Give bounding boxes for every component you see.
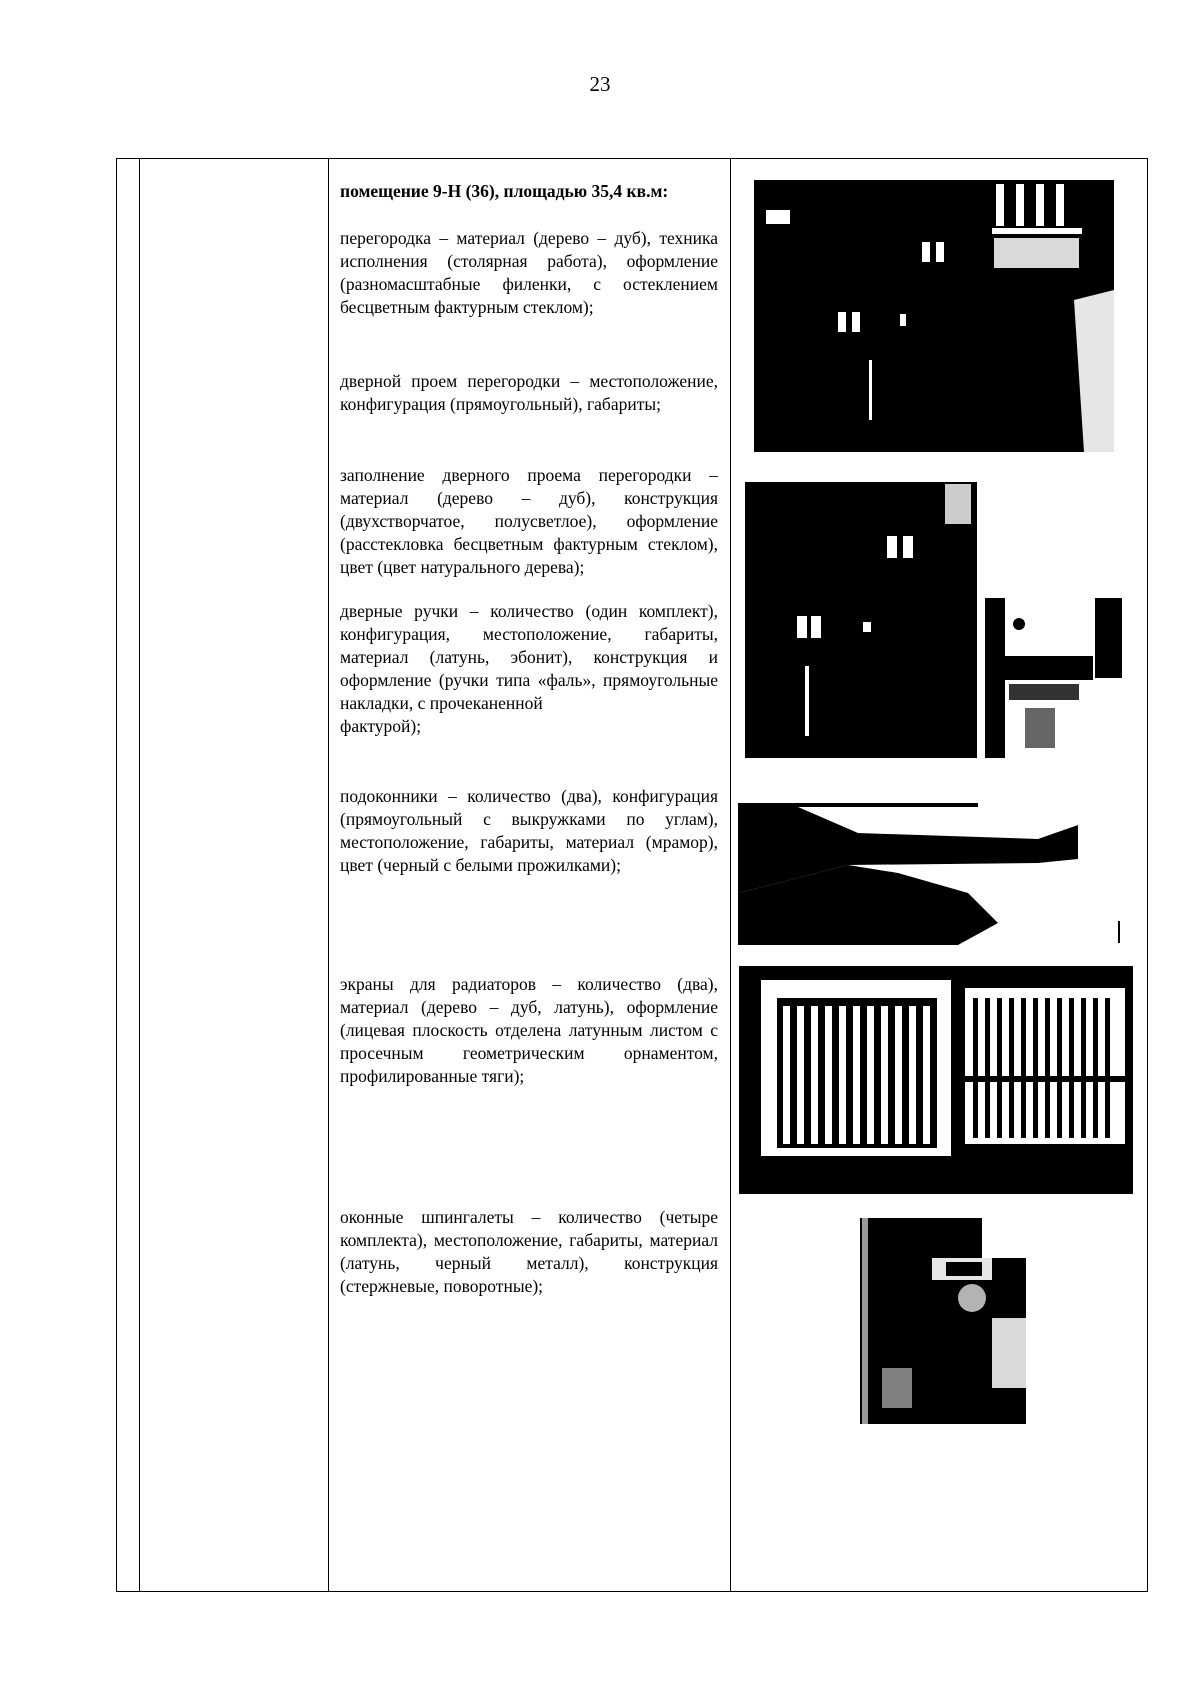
window-latch-photo	[842, 1218, 1026, 1424]
item-windowsills: подоконники – количество (два), конфигурация (прямоугольный с выкружками по углам), местоположение, габариты, материал (мрамор), цвет (черный с белыми прожилками);	[340, 786, 718, 875]
windowsill-photo	[738, 803, 1134, 945]
item-door-handles	[340, 600, 718, 738]
column-divider-3	[730, 159, 731, 1591]
item-radiator-screens: экраны для радиаторов – количество (два), материал (дерево – дуб, латунь), оформление (лицевая плоскость отделена латунным листом с просечным геометрическим орнаментом, профилированные тяги);	[340, 974, 718, 1086]
item-door-opening: дверной проем перегородки – местоположение, конфигурация (прямоугольный), габариты;	[340, 371, 718, 414]
door-photo	[745, 476, 977, 758]
room-title: помещение 9-Н (36), площадью 35,4 кв.м:	[340, 181, 669, 201]
item-door-handles-tail: фактурой);	[340, 716, 422, 736]
column-divider-1	[139, 159, 140, 1591]
page-number: 23	[589, 72, 611, 96]
item-partition: перегородка – материал (дерево – дуб), техника исполнения (столярная работа), оформление (разномасштабные филенки, с остеклением бесцветным фактурным стеклом);	[340, 228, 718, 317]
item-window-latches: оконные шпингалеты – количество (четыре комплекта), местоположение, габариты, материал (латунь, черный металл), конструкция (стержневые, поворотные);	[340, 1207, 718, 1296]
item-door-filling: заполнение дверного проема перегородки – материал (дерево – дуб), конструкция (двухстворчатое, полусветлое), оформление (расстекловка бесцветным фактурным стеклом), цвет (цвет натурального дерева);	[340, 465, 718, 577]
column-divider-2	[328, 159, 329, 1591]
radiator-screen-photo	[739, 966, 1133, 1194]
door-handle-photo	[985, 598, 1122, 758]
item-door-handles-text: дверные ручки – количество (один комплект), конфигурация, местоположение, габариты, материал (латунь, эбонит), конструкция и оформление (ручки типа «фаль», прямоугольные накладки, с прочеканенной	[340, 601, 718, 713]
partition-photo	[754, 180, 1114, 452]
